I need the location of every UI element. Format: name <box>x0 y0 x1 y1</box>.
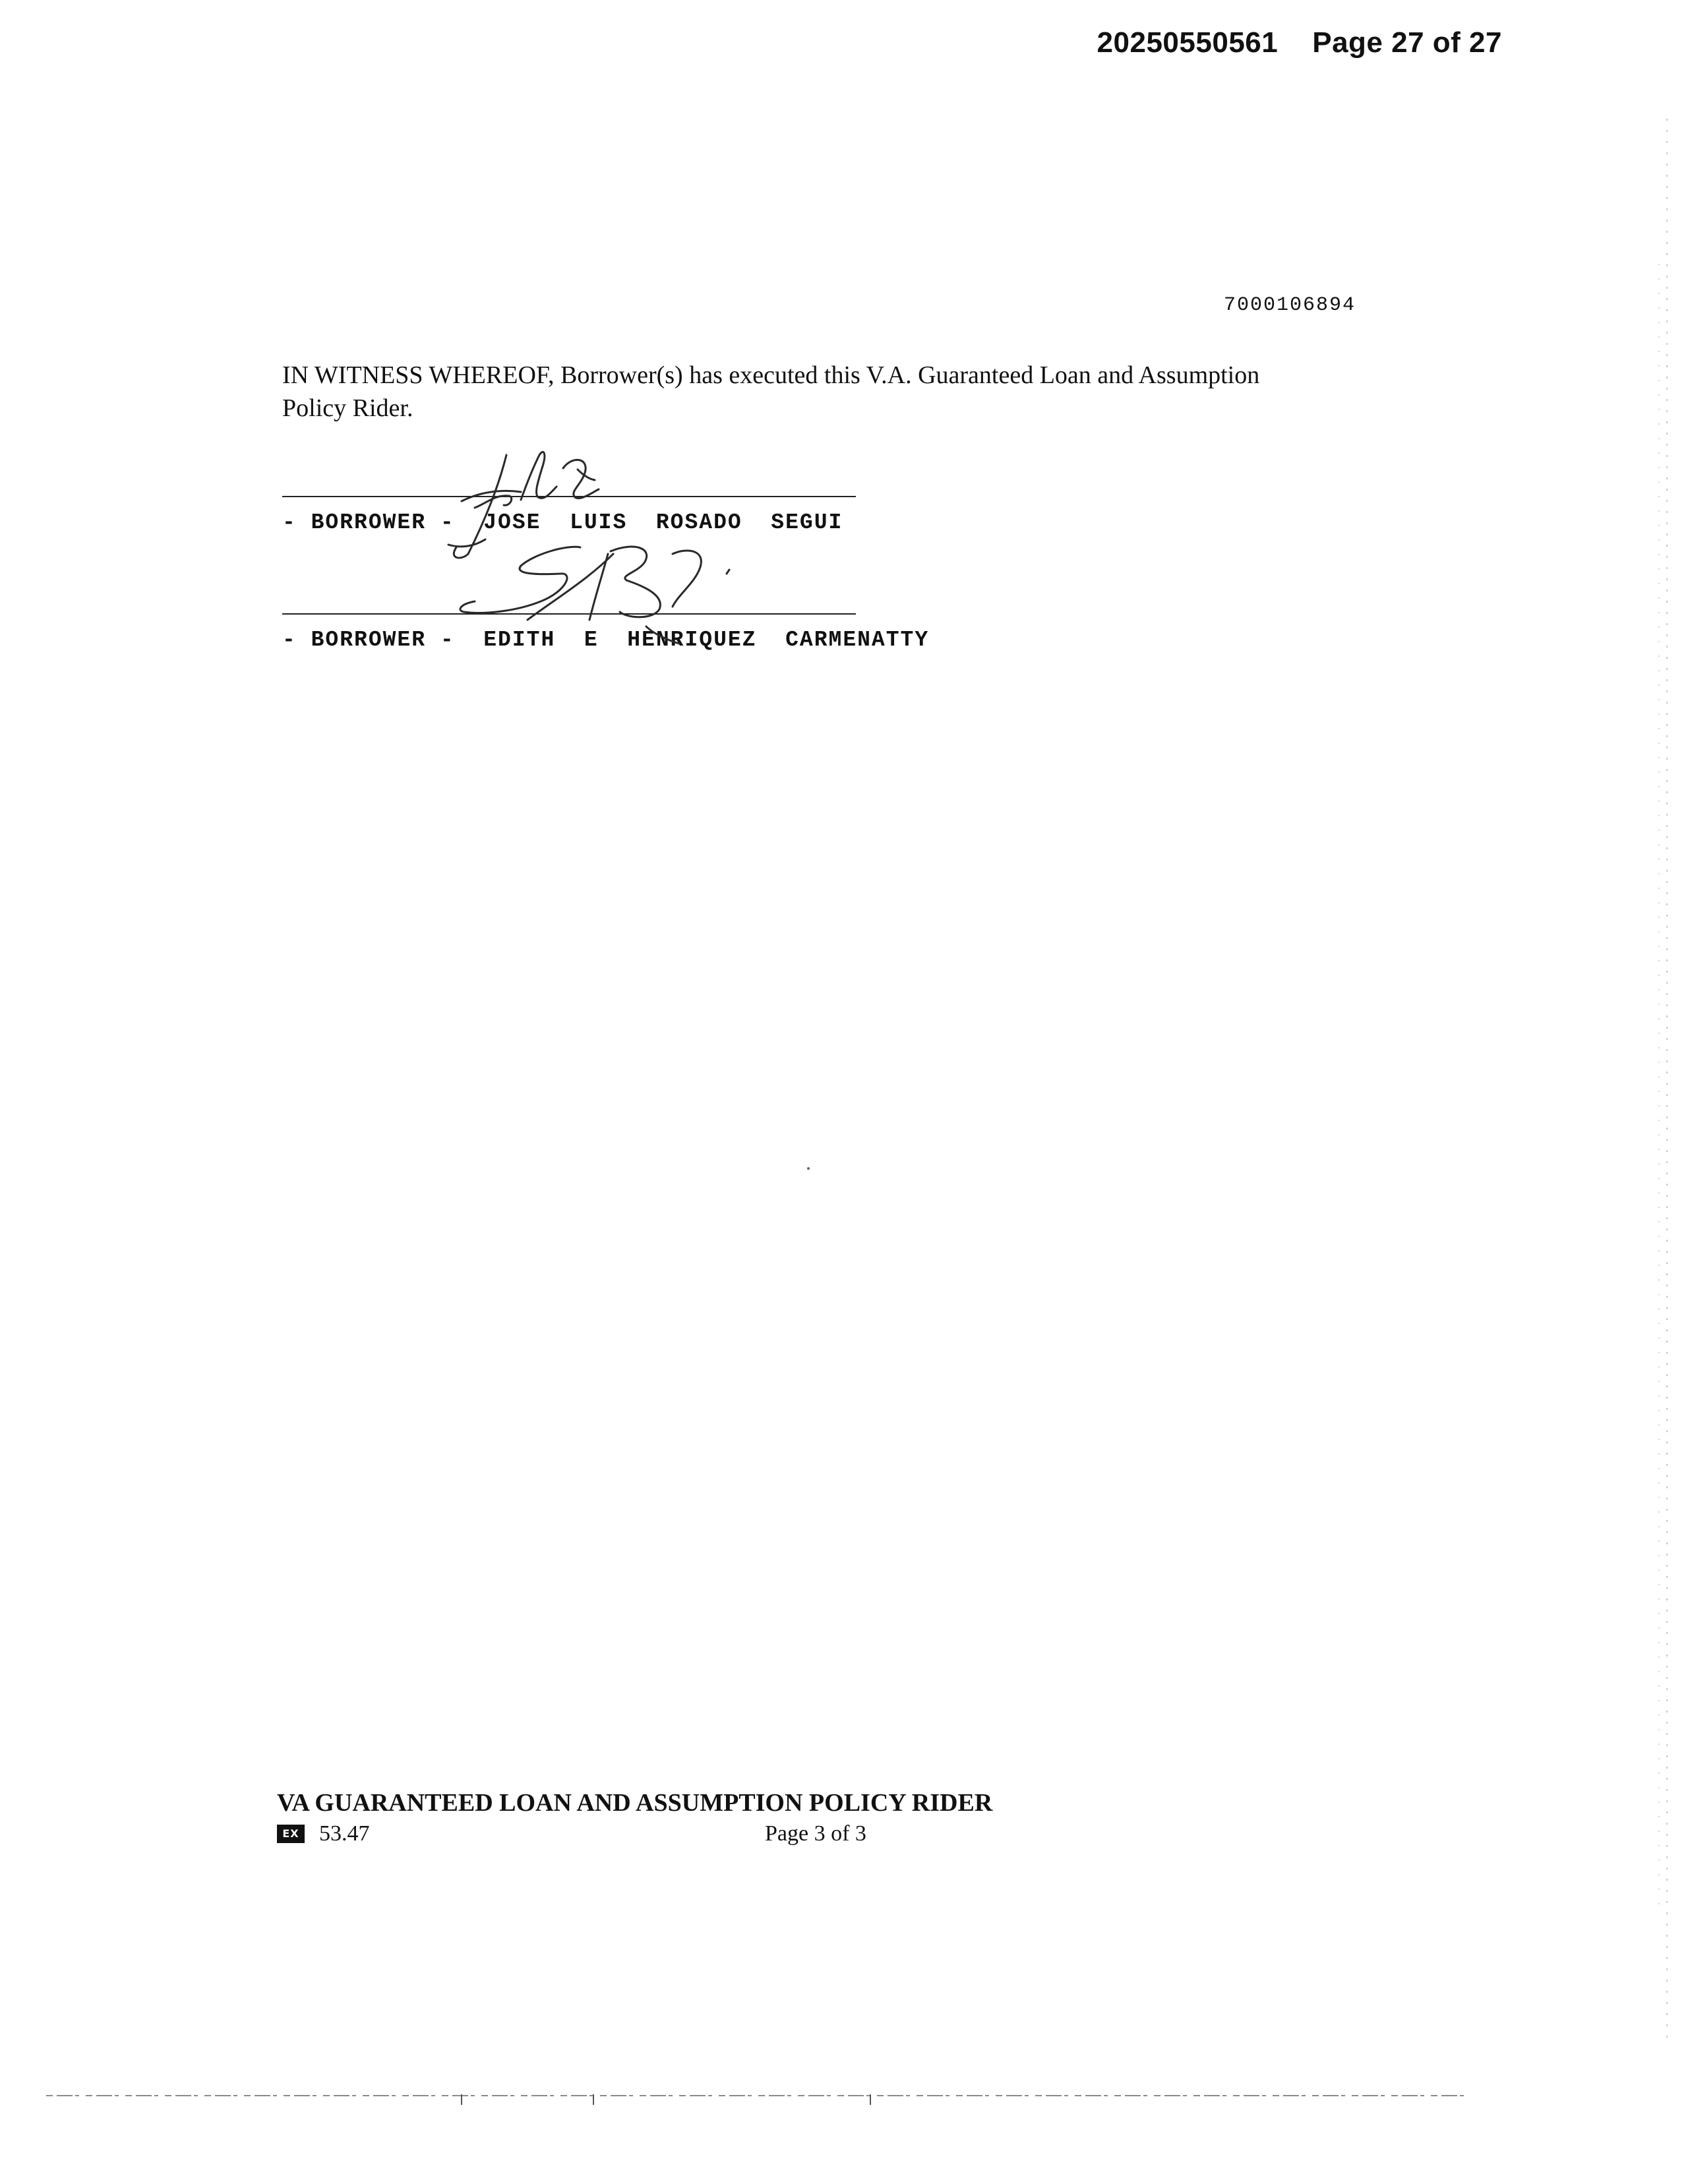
signature-line-2 <box>282 613 856 615</box>
page-counter: Page 27 of 27 <box>1312 26 1502 59</box>
borrower-caption-2: - BORROWER - EDITH E HENRIQUEZ CARMENATTY <box>282 628 930 652</box>
witness-statement <box>282 359 1403 425</box>
borrower-caption-1: - BORROWER - JOSE LUIS ROSADO SEGUI <box>282 510 843 535</box>
document-number: 20250550561 <box>1097 26 1279 59</box>
rider-title: VA GUARANTEED LOAN AND ASSUMPTION POLICY RIDER <box>277 1789 993 1817</box>
handwritten-signature-1 <box>422 429 659 567</box>
recording-stamp <box>1097 26 1502 59</box>
witness-line-1: IN WITNESS WHEREOF, Borrower(s) has executed this V.A. Guaranteed Loan and Assumption <box>282 361 1260 389</box>
form-page-number: Page 3 of 3 <box>765 1821 866 1846</box>
signature-line-1 <box>282 496 856 497</box>
form-code <box>277 1821 370 1846</box>
form-number: 53.47 <box>319 1821 370 1846</box>
witness-line-2: Policy Rider. <box>282 394 413 422</box>
loan-number: 7000106894 <box>1224 294 1356 317</box>
form-logo-icon: EX <box>277 1825 305 1843</box>
